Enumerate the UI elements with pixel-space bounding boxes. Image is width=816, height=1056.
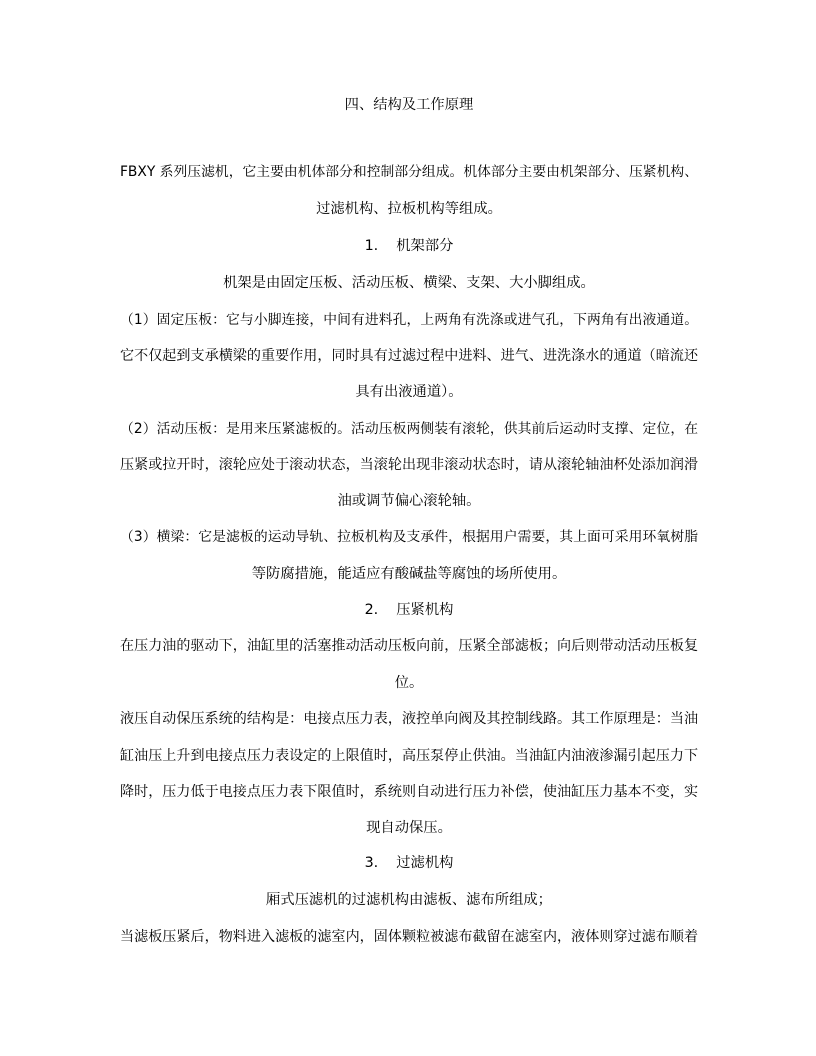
- subsection-heading-1: [120, 236, 698, 256]
- paragraph-line: 油或调节偏心滚轮轴。: [337, 493, 481, 509]
- subsection-heading-3: [120, 853, 698, 873]
- subsection-heading-2: [120, 600, 698, 620]
- paragraph-line: 等防腐措施，能适应有酸碱盐等腐蚀的场所使用。: [251, 566, 567, 582]
- paragraph-line: （2）活动压板：是用来压紧滤板的。活动压板两侧装有滚轮，供其前后运动时支撑、定位，在: [120, 421, 698, 437]
- subsection-number: 1.: [364, 238, 379, 254]
- paragraph-line: 厢式压滤机的过滤机构由滤板、滤布所组成；: [266, 892, 552, 908]
- paragraph-line: 当滤板压紧后，物料进入滤板的滤室内，固体颗粒被滤布截留在滤室内，液体则穿过滤布顺着: [120, 929, 698, 945]
- paragraph-line: 位。: [394, 675, 424, 691]
- subsection-title: 机架部分: [396, 238, 454, 254]
- paragraph-line: 液压自动保压系统的结构是：电接点压力表，液控单向阀及其控制线路。其工作原理是：当油: [120, 711, 698, 727]
- paragraph-line: 压紧或拉开时，滚轮应处于滚动状态，当滚轮出现非滚动状态时，请从滚轮轴油杯处添加润滑: [120, 457, 698, 473]
- paragraph-line: 它不仅起到支承横梁的重要作用，同时具有过滤过程中进料、进气、进洗涤水的通道（暗流还: [120, 348, 698, 364]
- subsection-number: 3.: [364, 855, 379, 871]
- paragraph-line: （1）固定压板：它与小脚连接，中间有进料孔，上两角有洗涤或进气孔，下两角有出液通道。: [120, 312, 698, 328]
- paragraph-line: 在压力油的驱动下，油缸里的活塞推动活动压板向前，压紧全部滤板；向后则带动活动压板复: [120, 638, 698, 654]
- paragraph-line: 现自动保压。: [366, 820, 452, 836]
- paragraph-line: 降时，压力低于电接点压力表下限值时，系统则自动进行压力补偿，使油缸压力基本不变，实: [120, 784, 698, 800]
- intro-line-1: FBXY 系列压滤机，它主要由机体部分和控制部分组成。机体部分主要由机架部分、压紧机构、: [120, 164, 698, 180]
- paragraph-line: （3）横梁：它是滤板的运动导轨、拉板机构及支承件，根据用户需要，其上面可采用环氧树脂: [120, 529, 698, 545]
- subsection-title: 压紧机构: [396, 602, 454, 618]
- paragraph-line: 缸油压上升到电接点压力表设定的上限值时，高压泵停止供油。当油缸内油液渗漏引起压力下: [120, 748, 698, 764]
- paragraph-line: 具有出液通道）。: [355, 384, 463, 400]
- subsection-title: 过滤机构: [396, 855, 454, 871]
- subsection-number: 2.: [364, 602, 379, 618]
- intro-line-2: 过滤机构、拉板机构等组成。: [316, 201, 502, 217]
- section-title: 四、结构及工作原理: [344, 97, 474, 113]
- paragraph-line: 机架是由固定压板、活动压板、横梁、支架、大小脚组成。: [223, 275, 595, 291]
